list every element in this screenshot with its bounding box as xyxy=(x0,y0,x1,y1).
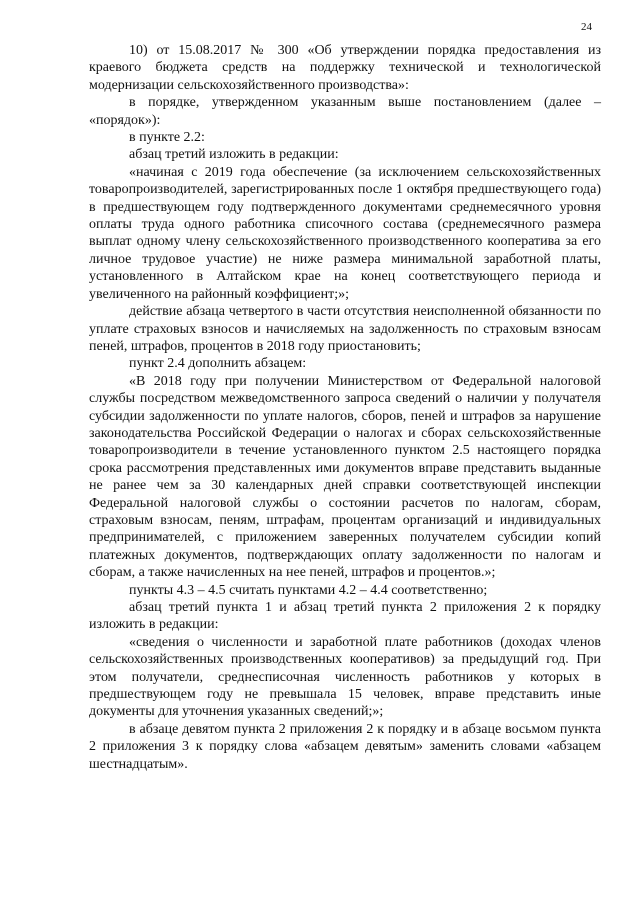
paragraph-quoted-tax-certificates: «В 2018 году при получении Министерством от Федеральной налоговой службы посредством межведомственного запроса сведений о наличии у получателя субсидии задолженности по уплате налогов, сборов, пеней и штрафов за нарушение законодательства Российской Федерации о налогах и сборах сельскохозяйственные товаропроизводители в течение установленного пунктом 2.5 настоящего порядка срока рассмотрения представленных ими документов вправе представить выданные не ранее чем за 30 календарных дней справки соответствующей инспекции Федеральной налоговой службы о состоянии расчетов по налогам, сборам, страховым взносам, пеням, штрафам, процентам организаций и индивидуальных предпринимателей, с приложением заверенных получателем субсидии копий платежных документов, подтверждающих оплату задолженности по налогам и сборам, а также начисленных на нее пеней, штрафов и процентов.»; xyxy=(89,373,601,581)
paragraph-quoted-wage-requirement: «начиная с 2019 года обеспечение (за исключением сельскохозяйственных товаропроизводителей, зарегистрированных после 1 октября предшествующего года) в предшествующем году подтвержденного документами среднемесячного уровня оплаты труда одного работника списочного состава (среднемесячного размера выплат одному члену сельскохозяйственного производственного кооператива за его личное трудовое участие) не ниже размера минимальной заработной платы, установленного в Алтайском крае на конец соответствующего периода и увеличенного на районный коэффициент;»; xyxy=(89,164,601,302)
paragraph-clause-2-2: в пункте 2.2: xyxy=(129,130,205,146)
document-body xyxy=(89,42,601,773)
paragraph-suspension-2018: действие абзаца четвертого в части отсутствия неисполненной обязанности по уплате страховых взносов и начисляемых на задолженность по страховым взносам пеней, штрафов, процентов в 2018 году приостановить; xyxy=(89,304,601,354)
paragraph-appendix-2-instruction: абзац третий пункта 1 и абзац третий пункта 2 приложения 2 к порядку изложить в редакции: xyxy=(89,600,601,633)
paragraph-third-subclause-instruction: абзац третий изложить в редакции: xyxy=(129,147,339,163)
paragraph-renumbering: пункты 4.3 – 4.5 считать пунктами 4.2 – 4.4 соответственно; xyxy=(129,582,488,598)
paragraph-amendment-item-10: 10) от 15.08.2017 № 300 «Об утверждении порядка предоставления из краевого бюджета средств на поддержку технической и технологической модернизации сельскохозяйственного производства»: xyxy=(89,43,601,93)
paragraph-clause-2-4: пункт 2.4 дополнить абзацем: xyxy=(129,356,307,372)
paragraph-procedure-reference: в порядке, утвержденном указанным выше постановлением (далее – «порядок»): xyxy=(89,95,601,128)
paragraph-quoted-employee-info: «сведения о численности и заработной плате работников (доходах членов сельскохозяйственных производственных кооперативов) за предыдущий год. При этом получатели, среднесписочная численность работников у которых в предшествующем году не превышала 15 человек, вправе представить иные документы для уточнения указанных сведений;»; xyxy=(89,634,601,720)
page-number: 24 xyxy=(581,21,592,33)
paragraph-word-replacement: в абзаце девятом пункта 2 приложения 2 к порядку и в абзаце восьмом пункта 2 приложения 3 к порядку слова «абзацем девятым» заменить словами «абзацем шестнадцатым». xyxy=(89,721,601,772)
